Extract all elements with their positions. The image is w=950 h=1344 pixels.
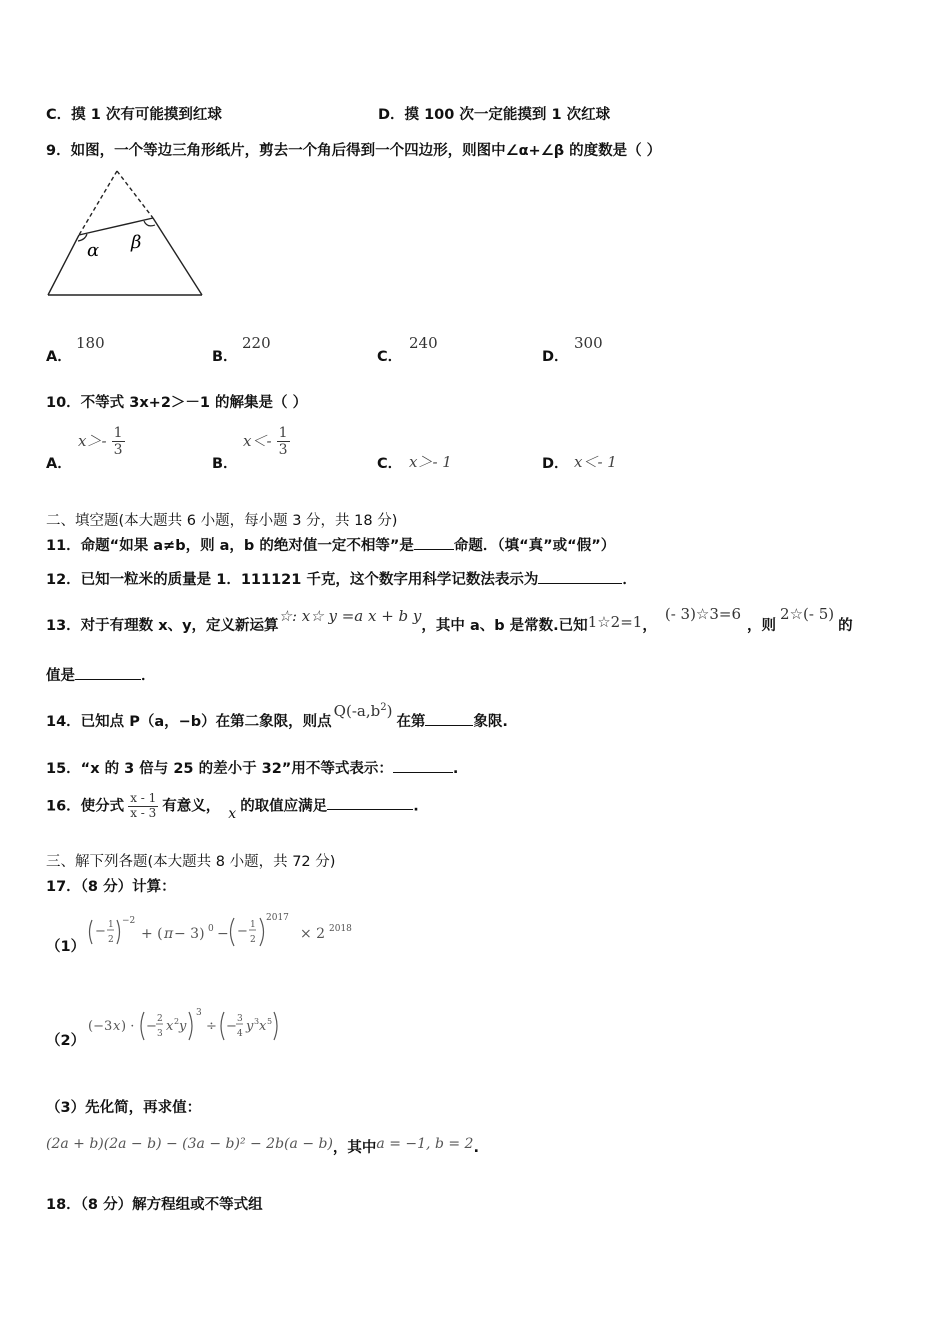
q18-stem: 18．（8 分）解方程组或不等式组 <box>46 1197 263 1213</box>
svg-text:−: − <box>95 924 106 939</box>
q10-option-c-letter: C． <box>377 456 403 472</box>
q10-option-d-expr: x＜- 1 <box>574 453 617 471</box>
svg-text:y: y <box>246 1019 254 1034</box>
beta-arc <box>144 221 155 226</box>
svg-text:x: x <box>113 1019 121 1034</box>
svg-text:1: 1 <box>108 920 114 930</box>
svg-text:(−3: (−3 <box>88 1019 113 1034</box>
svg-text:− 3): − 3) <box>174 926 205 942</box>
q9-option-d-letter: D． <box>542 349 569 365</box>
q17-part3-label: （3）先化简，再求值： <box>46 1100 202 1116</box>
svg-text:−: − <box>146 1019 157 1034</box>
svg-text:−: − <box>217 926 229 942</box>
q14: 14．已知点 P（a，−b）在第二象限，则点$Q(-a,b^2)$在第 象限. <box>46 702 508 730</box>
q8-option-c: C．摸 1 次有可能摸到红球 <box>46 107 222 123</box>
q9-option-d-value: 300 <box>574 334 603 352</box>
q9-stem: 9．如图，一个等边三角形纸片，剪去一个角后得到一个四边形，则图中∠α+∠β 的度数是（ ） <box>46 143 662 159</box>
q14-point-q: $Q(-a,b^2)$ <box>333 702 393 720</box>
q13-target: 2☆(- 5) <box>780 605 835 623</box>
svg-text:−2: −2 <box>122 916 136 926</box>
dashed-right-edge <box>117 171 153 218</box>
svg-text:3: 3 <box>254 1017 260 1026</box>
svg-text:x: x <box>166 1019 174 1034</box>
q10-option-b-letter: B． <box>212 456 238 472</box>
q13: 13．对于有理数 x、y，定义新运算☆: x☆ y =a x + b y，其中 a、b 是常数.已知1☆2=1，(- 3)☆3=6，则2☆(- 5)的 <box>46 605 853 634</box>
svg-text:−: − <box>226 1019 237 1034</box>
svg-text:2: 2 <box>157 1014 163 1024</box>
q9-option-c-value: 240 <box>409 334 438 352</box>
cut-line <box>79 218 153 235</box>
q11-blank <box>414 537 454 550</box>
q16: 16．使分式 $\frac{x - 1}{x - 3}$ 有意义， x 的取值应满足 . <box>46 791 419 823</box>
q10-option-a-expr: x＞- $\frac{1}{3}$ <box>78 425 123 459</box>
svg-text:+ (: + ( <box>141 926 163 942</box>
alpha-label: α <box>87 240 100 261</box>
svg-text:2: 2 <box>174 1017 180 1026</box>
q13-operation: ☆: x☆ y =a x + b y <box>278 607 422 625</box>
q13-blank <box>75 667 141 680</box>
q9-option-a-letter: A． <box>46 349 72 365</box>
svg-text:2018: 2018 <box>329 924 352 934</box>
q12: 12．已知一粒米的质量是 1．111121 千克，这个数字用科学记数法表示为 ． <box>46 572 637 588</box>
q17-part2-expression <box>86 1006 326 1050</box>
svg-text:) ·: ) · <box>121 1019 135 1034</box>
q10-stem: 10．不等式 3x+2＞－1 的解集是（ ） <box>46 395 308 411</box>
svg-text:× 2: × 2 <box>300 926 326 942</box>
q16-variable: x <box>228 806 237 823</box>
q17-stem: 17．（8 分）计算： <box>46 879 176 895</box>
q9-option-a-value: 180 <box>76 334 105 352</box>
q14-blank <box>425 713 473 726</box>
q11: 11．命题“如果 a≠b，则 a，b 的绝对值一定不相等”是 命题．（填“真”或“假”） <box>46 538 616 554</box>
section-3-heading: 三、解下列各题(本大题共 8 小题，共 72 分) <box>46 854 336 870</box>
q8-option-d: D．摸 100 次一定能摸到 1 次红球 <box>378 107 611 123</box>
dashed-left-edge <box>79 171 117 235</box>
right-side <box>153 218 202 295</box>
q9-triangle-figure <box>44 168 209 304</box>
q17-part3-condition: a = −1, b = 2 <box>376 1136 474 1152</box>
section-2-heading: 二、填空题(本大题共 6 小题，每小题 3 分，共 18 分) <box>46 513 398 529</box>
svg-text:2017: 2017 <box>266 913 289 923</box>
svg-text:÷: ÷ <box>206 1019 217 1034</box>
q15: 15．“x 的 3 倍与 25 的差小于 32”用不等式表示： . <box>46 761 459 777</box>
svg-text:3: 3 <box>237 1014 243 1024</box>
q13-line2: 值是 ． <box>46 668 156 684</box>
q10-option-c-expr: x＞- 1 <box>409 453 452 471</box>
svg-text:2: 2 <box>250 935 256 945</box>
left-side <box>48 235 79 295</box>
q12-blank <box>538 571 622 584</box>
q13-condition-1: 1☆2=1 <box>587 613 643 631</box>
q9-option-c-letter: C． <box>377 349 403 365</box>
svg-text:−: − <box>237 924 248 939</box>
q9-option-b-letter: B． <box>212 349 238 365</box>
q10-option-b-expr: x＜- $\frac{1}{3}$ <box>243 425 288 459</box>
q16-blank <box>327 797 413 810</box>
q17-part1-expression <box>86 912 386 956</box>
beta-label: β <box>131 232 142 253</box>
svg-text:3: 3 <box>196 1008 202 1018</box>
svg-text:3: 3 <box>157 1029 163 1039</box>
q10-option-d-letter: D． <box>542 456 569 472</box>
q16-fraction: $\frac{x - 1}{x - 3}$ <box>130 791 157 820</box>
svg-text:0: 0 <box>208 924 214 934</box>
svg-text:y: y <box>179 1019 187 1034</box>
svg-text:4: 4 <box>237 1029 243 1039</box>
svg-text:5: 5 <box>267 1017 273 1026</box>
svg-text:x: x <box>259 1019 267 1034</box>
q17-part1-label: （1） <box>46 939 86 955</box>
svg-text:1: 1 <box>250 920 256 930</box>
q17-part2-label: （2） <box>46 1033 86 1049</box>
q10-option-a-letter: A． <box>46 456 72 472</box>
svg-text:2: 2 <box>108 935 114 945</box>
q13-condition-2: (- 3)☆3=6 <box>664 605 742 623</box>
q9-option-b-value: 220 <box>242 334 271 352</box>
q17-part3-expression: (2a + b)(2a − b) − (3a − b)² − 2b(a − b) <box>46 1136 333 1152</box>
q17-part3: (2a + b)(2a − b) − (3a − b)² − 2b(a − b)，其中a = −1, b = 2. <box>46 1136 479 1156</box>
q15-blank <box>393 760 453 773</box>
svg-text:π: π <box>164 926 174 942</box>
